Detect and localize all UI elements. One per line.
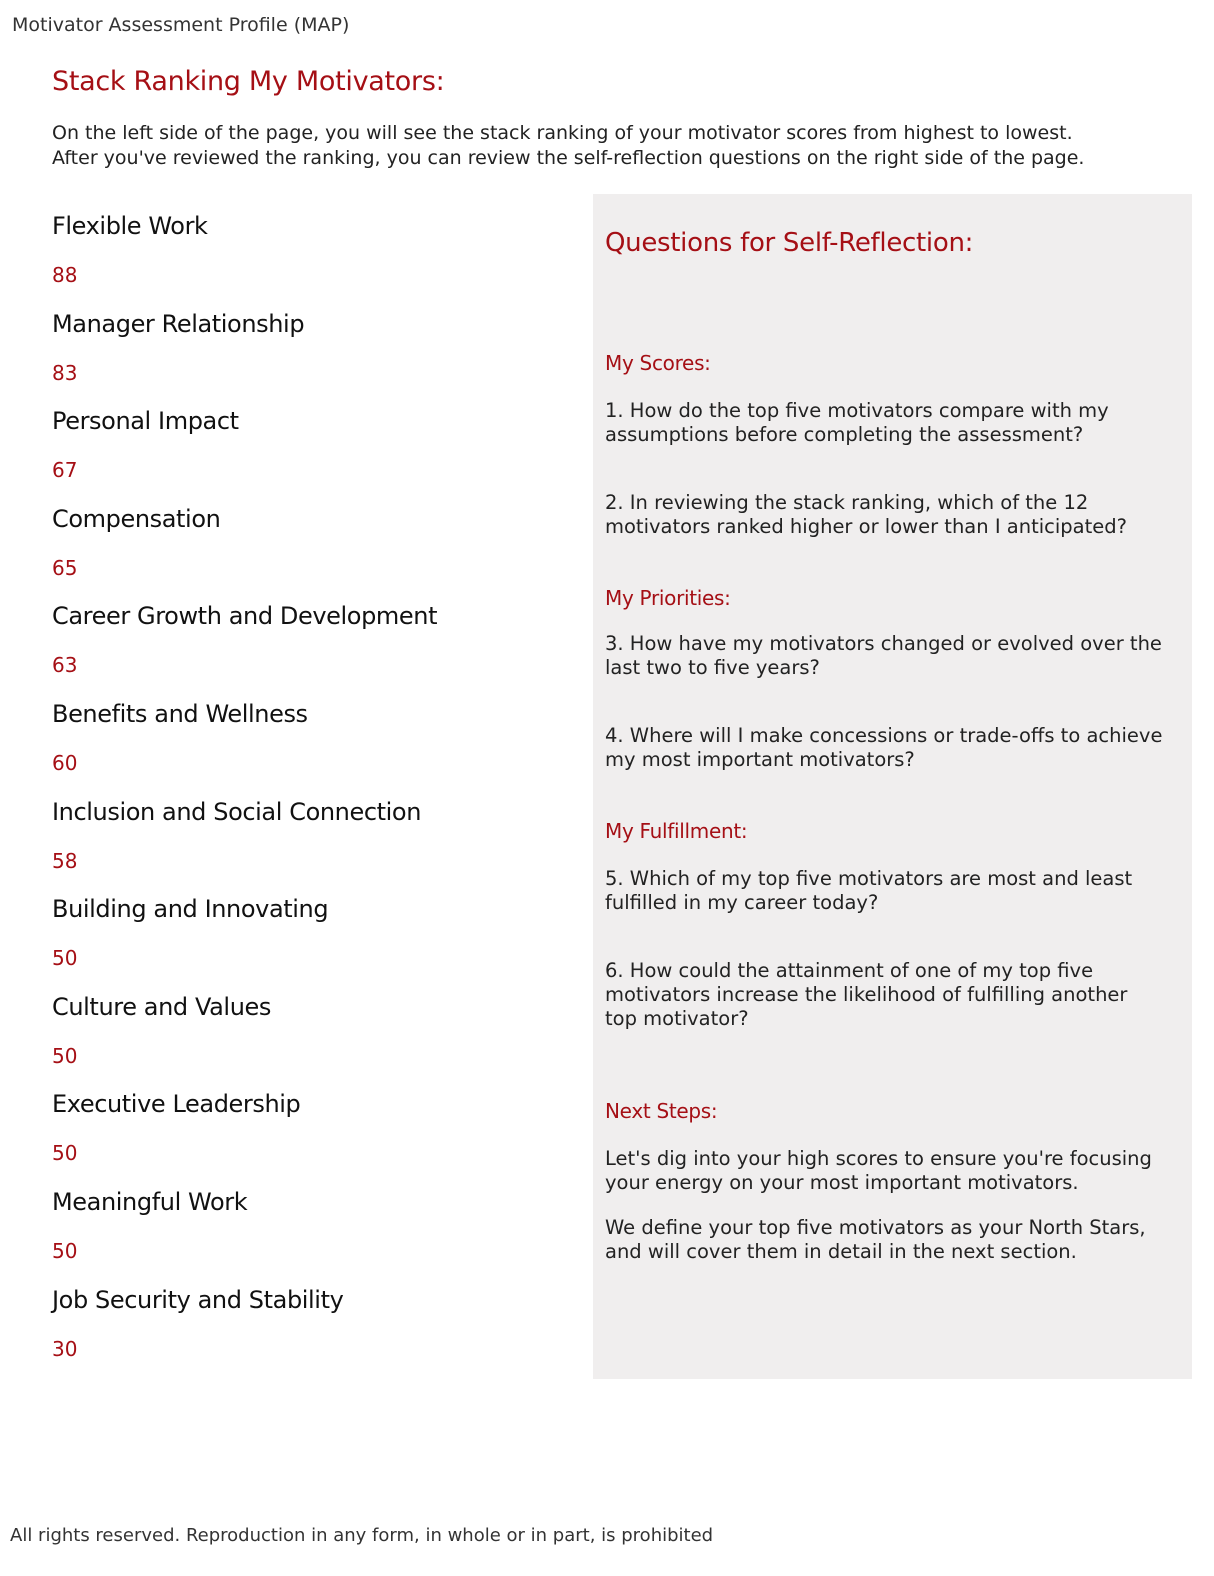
motivator-score: 67 <box>52 458 78 483</box>
motivator-name: Manager Relationship <box>52 309 305 338</box>
motivator-name: Flexible Work <box>52 212 208 240</box>
self-reflection-title: Questions for Self-Reflection: <box>605 228 974 258</box>
motivator-name: Job Security and Stability <box>52 1285 344 1314</box>
motivator-score: 88 <box>52 263 78 287</box>
next-steps-heading: Next Steps: <box>605 1099 718 1123</box>
ranking-item <box>52 1286 552 1384</box>
motivator-name: Personal Impact <box>52 407 239 436</box>
motivator-score: 50 <box>52 946 78 971</box>
motivator-name: Career Growth and Development <box>52 602 438 631</box>
ranking-item <box>52 1090 552 1188</box>
question-2: 2. In reviewing the stack ranking, which of the 12 motivators ranked higher or lower than I anticipated? <box>605 491 1127 538</box>
my-scores-heading: My Scores: <box>605 351 711 375</box>
motivator-name: Compensation <box>52 504 221 533</box>
motivator-score: 83 <box>52 360 78 385</box>
ranking-item <box>52 407 552 505</box>
next-steps-paragraph-1: Let's dig into your high scores to ensure you're focusing your energy on your most important motivators. <box>605 1147 1152 1194</box>
intro-text <box>52 121 1138 171</box>
motivator-score: 50 <box>52 1141 78 1166</box>
question-6: 6. How could the attainment of one of my top five motivators increase the likelihood of fulfilling another top motivator? <box>605 959 1128 1030</box>
question-5: 5. Which of my top five motivators are most and least fulfilled in my career today? <box>605 867 1133 914</box>
question-4: 4. Where will I make concessions or trade-offs to achieve my most important motivators? <box>605 724 1163 771</box>
question-3: 3. How have my motivators changed or evolved over the last two to five years? <box>605 632 1162 679</box>
question-1: 1. How do the top five motivators compare with my assumptions before completing the assessment? <box>605 399 1109 446</box>
motivator-score: 50 <box>52 1043 78 1068</box>
motivator-score: 60 <box>52 750 78 775</box>
motivator-score: 58 <box>52 848 78 873</box>
ranking-item <box>52 602 552 700</box>
intro-line-1: On the left side of the page, you will see the stack ranking of your motivator scores from highest to lowest. <box>52 122 1073 144</box>
header-title: Motivator Assessment Profile (MAP) <box>12 14 350 36</box>
my-fulfillment-heading: My Fulfillment: <box>605 819 748 843</box>
motivator-score: 30 <box>52 1336 78 1361</box>
ranking-item <box>52 212 552 310</box>
ranking-item <box>52 310 552 408</box>
ranking-item <box>52 700 552 798</box>
footer-copyright: All rights reserved. Reproduction in any form, in whole or in part, is prohibited <box>10 1525 714 1546</box>
self-reflection-panel <box>593 194 1192 1379</box>
motivator-name: Benefits and Wellness <box>52 699 308 728</box>
next-steps-paragraph-2: We define your top five motivators as your North Stars, and will cover them in detail in the next section. <box>605 1216 1146 1263</box>
motivator-score: 50 <box>52 1238 78 1263</box>
motivator-score: 65 <box>52 555 78 580</box>
motivator-score: 63 <box>52 653 78 678</box>
motivator-name: Building and Innovating <box>52 895 329 924</box>
intro-line-2: After you've reviewed the ranking, you can review the self-reflection questions on the right side of the page. <box>52 147 1085 169</box>
my-priorities-heading: My Priorities: <box>605 586 731 610</box>
ranking-item <box>52 1188 552 1286</box>
ranking-item <box>52 505 552 603</box>
motivator-name: Inclusion and Social Connection <box>52 797 422 826</box>
ranking-item <box>52 798 552 896</box>
ranking-item <box>52 993 552 1091</box>
page-title: Stack Ranking My Motivators: <box>52 66 445 97</box>
motivator-name: Executive Leadership <box>52 1090 301 1119</box>
ranking-item <box>52 895 552 993</box>
motivator-ranking-list <box>52 212 552 1383</box>
motivator-name: Meaningful Work <box>52 1187 248 1216</box>
motivator-name: Culture and Values <box>52 992 271 1021</box>
